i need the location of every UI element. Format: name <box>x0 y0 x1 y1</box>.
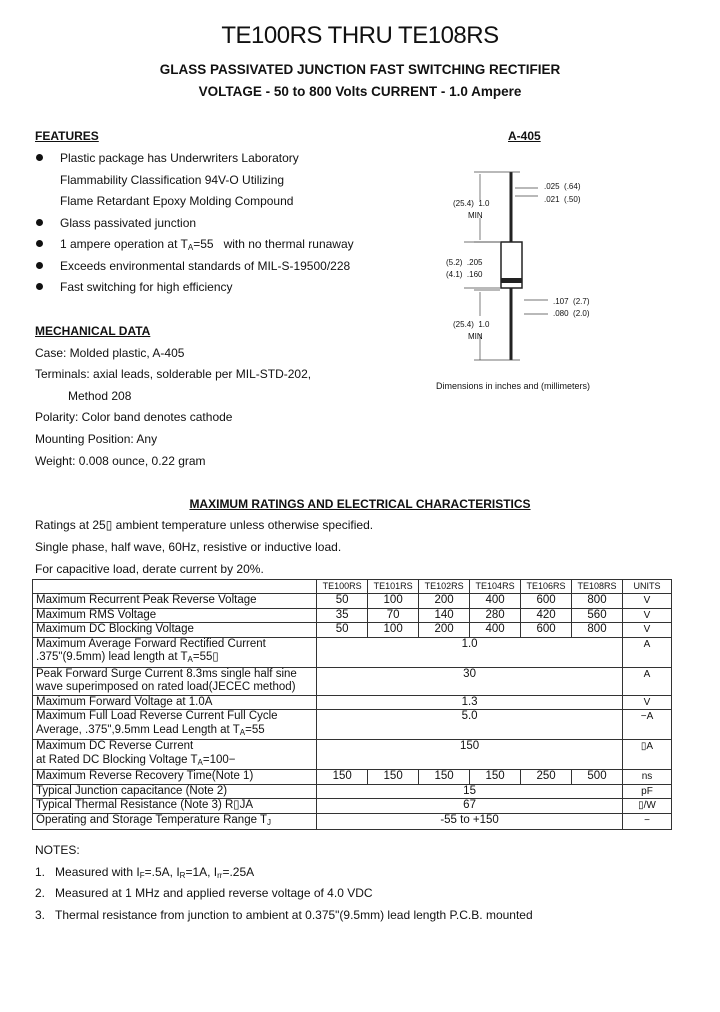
cell-unit: V <box>622 608 671 623</box>
cell-value: 50 <box>317 594 368 609</box>
dim-body-len-min: (4.1) .160 <box>446 270 483 279</box>
cell-unit: − <box>622 813 671 830</box>
cell-unit: V <box>622 594 671 609</box>
mechanical-line: Weight: 0.008 ounce, 0.22 gram <box>35 454 206 468</box>
feature-item: Exceeds environmental standards of MIL-S-19500/228 <box>60 259 351 273</box>
dim-body-dia-max: .107 (2.7) <box>553 297 590 306</box>
cell-value: 67 <box>317 799 623 814</box>
table-row <box>33 667 672 695</box>
cell-unit: V <box>622 695 671 710</box>
feature-item: Fast switching for high efficiency <box>60 280 233 294</box>
cell-value: 250 <box>521 770 572 785</box>
cell-value: 140 <box>419 608 470 623</box>
dim-body-dia-min: .080 (2.0) <box>553 309 590 318</box>
cell-value: 150 <box>419 770 470 785</box>
row-label: Maximum DC Reverse Current at Rated DC Blocking Voltage $T_A=100-$ <box>33 740 317 770</box>
table-row <box>33 740 672 770</box>
table-row <box>33 623 672 638</box>
cell-value: 800 <box>572 623 623 638</box>
feature-item: 1 ampere operation at $T_A=55$ with no thermal runaway <box>60 237 354 252</box>
cell-value: 35 <box>317 608 368 623</box>
dim-lead-length-bottom: (25.4) 1.0 <box>453 320 490 329</box>
mechanical-line: Method 208 <box>68 389 132 403</box>
cell-value: -55 to +150 <box>317 813 623 830</box>
cathode-band <box>501 278 522 283</box>
cell-value: 100 <box>368 594 419 609</box>
row-label: Typical Junction capacitance (Note 2) <box>33 784 317 799</box>
feature-item: Plastic package has Underwriters Laboratory <box>60 151 299 165</box>
note-item: 2. Measured at 1 MHz and applied reverse voltage of 4.0 VDC <box>35 886 373 900</box>
column-header: TE102RS <box>419 580 470 594</box>
bullet-icon <box>36 240 43 247</box>
ratings-note: For capacitive load, derate current by 20%. <box>35 562 264 576</box>
column-header: UNITS <box>622 580 671 594</box>
row-label: Maximum RMS Voltage <box>33 608 317 623</box>
table-row <box>33 695 672 710</box>
cell-unit: ▯/W <box>622 799 671 814</box>
dim-lead-dia-min: .021 (.50) <box>544 195 581 204</box>
dim-lead-length: (25.4) 1.0 <box>453 199 490 208</box>
table-row <box>33 594 672 609</box>
mechanical-line: Polarity: Color band denotes cathode <box>35 410 233 424</box>
note-item: 1. Measured with $I_F=.5A$, $I_R=1A$, $I_{rr}=.25A$ <box>35 865 255 880</box>
column-header: TE100RS <box>317 580 368 594</box>
cell-value: 800 <box>572 594 623 609</box>
cell-value: 1.3 <box>317 695 623 710</box>
cell-unit: ▯A <box>622 740 671 770</box>
cell-value: 100 <box>368 623 419 638</box>
table-row <box>33 608 672 623</box>
cell-value: 600 <box>521 623 572 638</box>
column-header: TE108RS <box>572 580 623 594</box>
ratings-heading: MAXIMUM RATINGS AND ELECTRICAL CHARACTERISTICS <box>189 497 531 511</box>
bullet-icon <box>36 262 43 269</box>
cell-value: 400 <box>470 623 521 638</box>
table-row <box>33 637 672 667</box>
cell-value: 420 <box>521 608 572 623</box>
mechanical-line: Mounting Position: Any <box>35 432 158 446</box>
column-header: TE104RS <box>470 580 521 594</box>
cell-value: 30 <box>317 667 623 695</box>
cell-value: 150 <box>368 770 419 785</box>
cell-value: 5.0 <box>317 710 623 740</box>
mechanical-line: Terminals: axial leads, solderable per MIL-STD-202, <box>35 367 312 381</box>
row-label: Maximum Full Load Reverse Current Full Cycle Average, .375",9.5mm Lead Length at $T_A=55$ <box>33 710 317 740</box>
cell-unit: −A <box>622 710 671 740</box>
cell-value: 200 <box>419 623 470 638</box>
row-label: Maximum DC Blocking Voltage <box>33 623 317 638</box>
ratings-summary: VOLTAGE - 50 to 800 Volts CURRENT - 1.0 Ampere <box>198 84 522 99</box>
note-item: 3. Thermal resistance from junction to ambient at 0.375"(9.5mm) lead length P.C.B. mounted <box>35 908 533 922</box>
page-title: TE100RS THRU TE108RS <box>221 22 499 49</box>
table-row <box>33 784 672 799</box>
cell-unit: A <box>622 637 671 667</box>
cell-value: 200 <box>419 594 470 609</box>
cell-value: 70 <box>368 608 419 623</box>
table-row <box>33 710 672 740</box>
row-label: Peak Forward Surge Current 8.3ms single half sine wave superimposed on rated load(JECEC method) <box>33 667 317 695</box>
column-header: TE101RS <box>368 580 419 594</box>
table-row <box>33 813 672 830</box>
row-label: Maximum Average Forward Rectified Current .375"(9.5mm) lead length at $T_A=55▯$ <box>33 637 317 667</box>
cell-value: 150 <box>470 770 521 785</box>
mechanical-heading: MECHANICAL DATA <box>35 324 151 338</box>
document-subtitle: GLASS PASSIVATED JUNCTION FAST SWITCHING RECTIFIER <box>159 62 561 77</box>
feature-item: Flame Retardant Epoxy Molding Compound <box>60 194 294 208</box>
mechanical-line: Case: Molded plastic, A-405 <box>35 346 185 360</box>
features-heading: FEATURES <box>35 129 99 143</box>
cell-value: 560 <box>572 608 623 623</box>
ratings-note: Single phase, half wave, 60Hz, resistive or inductive load. <box>35 540 342 554</box>
column-header: TE106RS <box>521 580 572 594</box>
cell-unit: V <box>622 623 671 638</box>
ratings-table <box>32 579 672 830</box>
bullet-icon <box>36 219 43 226</box>
dim-body-len-max: (5.2) .205 <box>446 258 483 267</box>
row-label: Maximum Reverse Recovery Time(Note 1) <box>33 770 317 785</box>
ratings-note: Ratings at 25▯ ambient temperature unless otherwise specified. <box>35 518 374 532</box>
dim-lead-min-bottom: MIN <box>468 332 483 341</box>
bullet-icon <box>36 154 43 161</box>
table-row <box>33 799 672 814</box>
dim-lead-min: MIN <box>468 211 483 220</box>
table-header-row <box>33 580 672 594</box>
cell-unit: pF <box>622 784 671 799</box>
bullet-icon <box>36 283 43 290</box>
package-label: A-405 <box>508 129 541 143</box>
cell-value: 600 <box>521 594 572 609</box>
cell-value: 50 <box>317 623 368 638</box>
cell-unit: A <box>622 667 671 695</box>
dim-lead-dia-max: .025 (.64) <box>544 182 581 191</box>
cell-value: 280 <box>470 608 521 623</box>
cell-value: 150 <box>317 740 623 770</box>
cell-value: 1.0 <box>317 637 623 667</box>
feature-item: Glass passivated junction <box>60 216 197 230</box>
cell-value: 150 <box>317 770 368 785</box>
diagram-caption: Dimensions in inches and (millimeters) <box>436 381 591 391</box>
table-row <box>33 770 672 785</box>
cell-value: 15 <box>317 784 623 799</box>
cell-unit: ns <box>622 770 671 785</box>
notes-heading: NOTES: <box>35 843 80 857</box>
row-label: Typical Thermal Resistance (Note 3) R▯JA <box>33 799 317 814</box>
cell-value: 400 <box>470 594 521 609</box>
row-label: Operating and Storage Temperature Range $T_J$ <box>33 813 317 830</box>
row-label: Maximum Forward Voltage at 1.0A <box>33 695 317 710</box>
row-label: Maximum Recurrent Peak Reverse Voltage <box>33 594 317 609</box>
cell-value: 500 <box>572 770 623 785</box>
feature-item: Flammability Classification 94V-O Utilizing <box>60 173 285 187</box>
